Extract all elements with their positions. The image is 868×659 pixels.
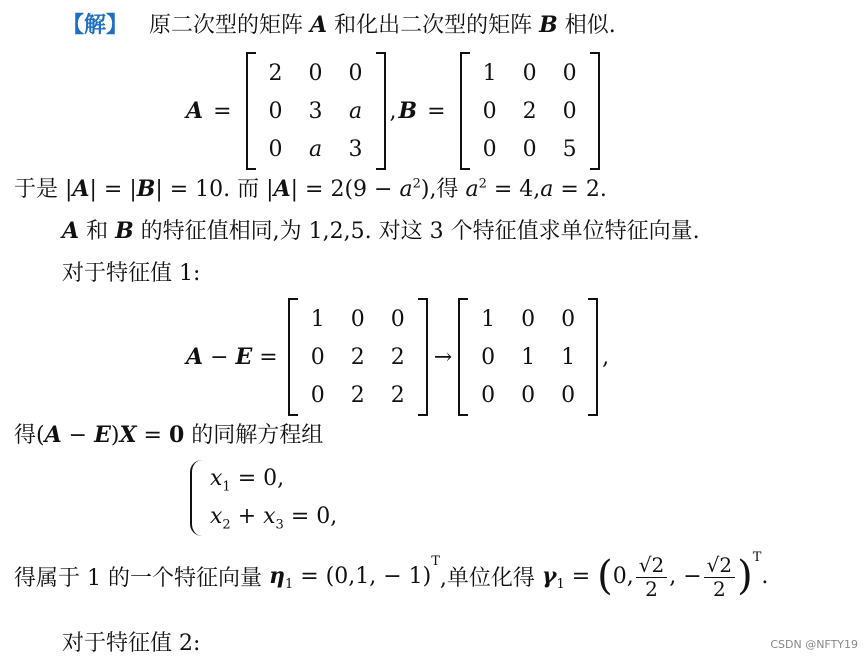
matrix-cell: 0 bbox=[390, 306, 405, 332]
matrix-cell: 0 bbox=[481, 344, 496, 370]
text: = bbox=[136, 423, 169, 448]
X-symbol: X bbox=[119, 422, 137, 448]
matrix-cell: 1 bbox=[310, 306, 325, 332]
minus-sign: − bbox=[203, 344, 236, 370]
left-brace bbox=[190, 460, 204, 536]
denominator: 2 bbox=[645, 576, 658, 601]
matrix-cell: 0 bbox=[482, 98, 497, 124]
solution-heading-line bbox=[62, 8, 616, 39]
matrix-grid bbox=[298, 298, 418, 416]
matrix-cell: 0 bbox=[561, 382, 576, 408]
matrix-cell: 3 bbox=[308, 98, 323, 124]
text: ,单位化得 bbox=[439, 565, 542, 591]
matrix-B-symbol: B bbox=[539, 12, 558, 38]
text: 得属于 1 的一个特征向量 bbox=[14, 565, 269, 591]
matrix-A-grid bbox=[256, 52, 376, 170]
text: | = 2(9 − bbox=[290, 177, 400, 202]
subscript: 1 bbox=[556, 577, 565, 592]
right-arrow-icon: → bbox=[433, 344, 453, 370]
transpose-mark: T bbox=[752, 550, 762, 565]
text: = 2. bbox=[553, 177, 607, 202]
matrix-A bbox=[246, 52, 386, 170]
equation-system bbox=[190, 460, 337, 536]
text: = 0, bbox=[230, 466, 285, 491]
left-bracket bbox=[246, 52, 256, 170]
matrix-cell: 0 bbox=[310, 344, 325, 370]
eigenvalue-line bbox=[62, 214, 700, 245]
matrix-cell: 0 bbox=[522, 60, 537, 86]
A-symbol: A bbox=[72, 176, 90, 202]
A-symbol: A bbox=[44, 422, 62, 448]
text: = (0,1, − 1) bbox=[293, 563, 432, 589]
fraction bbox=[636, 553, 667, 600]
transpose-mark: T bbox=[431, 554, 440, 569]
matrix-cell: 2 bbox=[390, 382, 405, 408]
A-symbol: A bbox=[273, 176, 291, 202]
matrix-cell: 1 bbox=[481, 306, 496, 332]
watermark: CSDN @NFTY19 bbox=[770, 638, 858, 651]
matrix-A-minus-E bbox=[288, 298, 428, 416]
text: , bbox=[669, 563, 677, 589]
a-symbol: a bbox=[465, 177, 479, 202]
system-rows bbox=[210, 460, 337, 536]
text: 得( bbox=[14, 423, 45, 448]
text: ),得 bbox=[420, 177, 466, 202]
solution-system-line bbox=[14, 418, 323, 449]
right-bracket bbox=[418, 298, 428, 416]
left-paren: ( bbox=[597, 553, 613, 599]
left-bracket bbox=[458, 298, 468, 416]
equation-A-minus-E bbox=[186, 298, 609, 416]
left-bracket bbox=[460, 52, 470, 170]
A-label: A bbox=[186, 98, 204, 124]
matrix-cell: 0 bbox=[562, 98, 577, 124]
matrix-cell: 0 bbox=[268, 98, 283, 124]
eigenvector-line bbox=[14, 548, 768, 604]
text: ) bbox=[110, 423, 120, 448]
matrix-B-grid bbox=[470, 52, 590, 170]
numerator: √2 bbox=[636, 553, 667, 578]
system-row bbox=[210, 498, 337, 536]
B-symbol: B bbox=[115, 218, 134, 244]
a-symbol: a bbox=[540, 177, 554, 202]
right-bracket bbox=[376, 52, 386, 170]
system-row bbox=[210, 460, 337, 498]
matrix-cell: 0 bbox=[522, 136, 537, 162]
E-symbol: E bbox=[235, 344, 253, 370]
right-paren: ) bbox=[737, 553, 753, 599]
equals-sign: = bbox=[252, 344, 278, 370]
solution-tag: 【解】 bbox=[62, 12, 129, 38]
matrix-reduced bbox=[458, 298, 598, 416]
right-bracket bbox=[590, 52, 600, 170]
left-bracket bbox=[288, 298, 298, 416]
matrix-cell: 0 bbox=[268, 136, 283, 162]
subscript: 1 bbox=[222, 479, 231, 495]
minus-sign: − bbox=[61, 423, 95, 448]
minus-sign: − bbox=[676, 563, 702, 589]
matrix-cell: 2 bbox=[350, 382, 365, 408]
matrix-cell: 1 bbox=[561, 344, 576, 370]
B-symbol: B bbox=[136, 176, 156, 202]
matrix-cell: 0 bbox=[561, 306, 576, 332]
determinant-line bbox=[14, 172, 607, 203]
matrix-cell: 0 bbox=[521, 306, 536, 332]
matrix-cell: 2 bbox=[390, 344, 405, 370]
denominator: 2 bbox=[713, 576, 726, 601]
right-bracket bbox=[588, 298, 598, 416]
text-mid: 和化出二次型的矩阵 bbox=[334, 13, 533, 38]
matrix-cell: 0 bbox=[481, 382, 496, 408]
matrix-cell: a bbox=[348, 98, 363, 124]
exponent: 2 bbox=[412, 176, 421, 192]
matrix-A-symbol: A bbox=[310, 12, 328, 38]
matrix-cell: 2 bbox=[268, 60, 283, 86]
matrix-cell: 0 bbox=[348, 60, 363, 86]
matrix-cell: 2 bbox=[350, 344, 365, 370]
comma: , bbox=[602, 344, 610, 370]
text: 的特征值相同,为 1,2,5. 对这 3 个特征值求单位特征向量. bbox=[133, 219, 700, 244]
E-symbol: E bbox=[94, 422, 111, 448]
text: 0, bbox=[612, 563, 634, 589]
text-post: 相似. bbox=[564, 13, 616, 38]
matrix-cell: a bbox=[308, 136, 323, 162]
text: 于是 | bbox=[14, 177, 73, 202]
x-symbol: x bbox=[210, 504, 223, 529]
matrix-grid bbox=[468, 298, 588, 416]
text-pre: 原二次型的矩阵 bbox=[149, 13, 304, 38]
text: 的同解方程组 bbox=[184, 423, 324, 448]
text: = 0, bbox=[283, 504, 338, 529]
matrix-cell: 1 bbox=[482, 60, 497, 86]
exponent: 2 bbox=[478, 176, 487, 192]
equation-A-B bbox=[186, 52, 604, 170]
eigenvalue-2-heading: 对于特征值 2: bbox=[62, 631, 201, 656]
plus-sign: + bbox=[230, 504, 264, 529]
x-symbol: x bbox=[263, 504, 276, 529]
matrix-cell: 0 bbox=[350, 306, 365, 332]
zero-vector: 0 bbox=[168, 422, 185, 448]
text: | = | bbox=[89, 177, 137, 202]
matrix-cell: 0 bbox=[521, 382, 536, 408]
matrix-cell: 0 bbox=[308, 60, 323, 86]
matrix-cell: 0 bbox=[562, 60, 577, 86]
equals-sign: = bbox=[213, 98, 232, 124]
matrix-cell: 2 bbox=[522, 98, 537, 124]
x-symbol: x bbox=[210, 466, 223, 491]
matrix-cell: 5 bbox=[562, 136, 577, 162]
equals-sign: = bbox=[564, 563, 598, 589]
a-symbol: a bbox=[399, 177, 413, 202]
text: . bbox=[761, 563, 769, 589]
subscript: 2 bbox=[222, 517, 231, 533]
matrix-cell: 0 bbox=[482, 136, 497, 162]
equals-sign: = bbox=[427, 98, 446, 124]
A-symbol: A bbox=[186, 344, 204, 370]
comma-sep: , bbox=[389, 98, 397, 124]
eigenvalue-1-heading: 对于特征值 1: bbox=[62, 261, 201, 286]
eta-symbol: η bbox=[268, 563, 285, 589]
subscript: 3 bbox=[275, 517, 284, 533]
gamma-symbol: γ bbox=[541, 563, 557, 589]
A-symbol: A bbox=[62, 218, 80, 244]
text: = 4, bbox=[486, 177, 541, 202]
B-label: B bbox=[398, 98, 418, 124]
matrix-cell: 3 bbox=[348, 136, 363, 162]
matrix-cell: 0 bbox=[310, 382, 325, 408]
text: 和 bbox=[79, 219, 116, 244]
numerator: √2 bbox=[704, 553, 735, 578]
matrix-cell: 1 bbox=[521, 344, 536, 370]
matrix-B bbox=[460, 52, 600, 170]
subscript: 1 bbox=[284, 577, 294, 592]
fraction bbox=[704, 553, 735, 600]
text: | = 10. 而 | bbox=[155, 177, 274, 202]
